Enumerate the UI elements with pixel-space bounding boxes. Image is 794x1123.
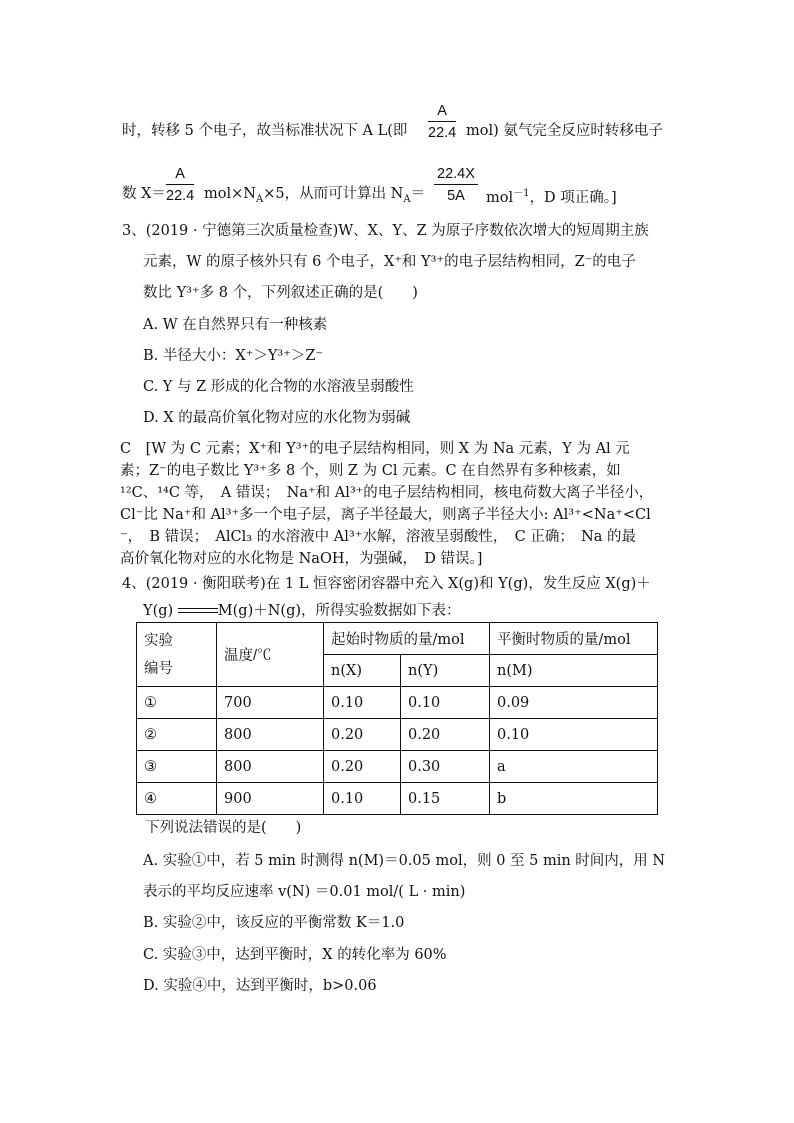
table-row [137, 751, 658, 783]
table-cell: ① [137, 687, 217, 719]
q4-option-d: D. 实验④中，达到平衡时，b>0.06 [143, 978, 377, 994]
q3-stem-line3: 数比 Y³⁺多 8 个，下列叙述正确的是( ) [143, 285, 418, 301]
q3-option-d: D. X 的最高价氧化物对应的水化物为弱碱 [143, 410, 411, 426]
q3-answer-line3: ¹²C、¹⁴C 等， A 错误； Na⁺和 Al³⁺的电子层结构相同，核电荷数大离子半径小， [120, 485, 654, 501]
prev-explanation-line2-end [486, 184, 617, 208]
q3-answer-line2: 素；Z⁻的电子数比 Y³⁺多 8 个，则 Z 为 Cl 元素。C 在自然界有多种核素，如 [120, 463, 621, 479]
prev-explanation-line2 [122, 184, 166, 204]
text-segment: mol) 氨气完全反应时转移电子 [466, 123, 663, 139]
table-cell: a [490, 751, 658, 783]
table-cell: 0.10 [324, 687, 401, 719]
prev-explanation-line1 [122, 121, 407, 141]
fraction-numerator: A [428, 103, 456, 122]
table-cell: 0.30 [401, 751, 490, 783]
q3-answer-line4: Cl⁻比 Na⁺和 Al³⁺多一个电子层，离子半径最大，则离子半径大小: Al³⁺<Na⁺<Cl [120, 507, 651, 523]
experiment-data-table [136, 622, 658, 815]
q3-option-c: C. Y 与 Z 形成的化合物的水溶液呈弱酸性 [143, 379, 414, 395]
q4-option-b: B. 实验②中，该反应的平衡常数 K＝1.0 [143, 915, 405, 931]
subscript: A [255, 193, 264, 205]
q3-stem-line1: 3、(2019 · 宁德第三次质量检查)W、X、Y、Z 为原子序数依次增大的短周期主族 [122, 223, 649, 239]
q4-option-c: C. 实验③中，达到平衡时，X 的转化率为 60% [143, 947, 447, 963]
table-cell: ③ [137, 751, 217, 783]
header-temperature: 温度/℃ [217, 623, 324, 687]
text-segment: mol [486, 189, 514, 206]
table-cell: 700 [217, 687, 324, 719]
table-cell: 800 [217, 719, 324, 751]
table-cell: 0.09 [490, 687, 658, 719]
text-segment: mol×N [204, 186, 256, 202]
subscript: A [403, 193, 411, 205]
table-row [137, 783, 658, 815]
table-cell: 0.10 [401, 687, 490, 719]
text-segment: ＝ [410, 186, 426, 202]
text-segment: Y(g) [143, 603, 174, 619]
table-row [137, 687, 658, 719]
table-cell: 900 [217, 783, 324, 815]
header-experiment-number [137, 623, 217, 687]
table-header-row [137, 623, 658, 655]
fraction-denominator: 22.4 [428, 125, 457, 141]
prev-explanation-line1-end [466, 121, 663, 141]
text-segment: ，D 项正确。] [529, 189, 617, 206]
fraction-denominator: 22.4 [166, 188, 195, 204]
table-cell: b [490, 783, 658, 815]
fraction-numerator: A [166, 166, 194, 185]
header-text: 实验 [144, 632, 173, 649]
equilibrium-arrow-icon [178, 605, 218, 617]
table-cell: ② [137, 719, 217, 751]
q3-option-b: B. 半径大小：X⁺＞Y³⁺＞Z⁻ [143, 348, 324, 364]
table-cell: 0.20 [401, 719, 490, 751]
q4-stem-line2 [143, 601, 461, 621]
text-segment: 时，转移 5 个电子，故当标准状况下 A L(即 [122, 123, 408, 139]
table-cell: 0.10 [324, 783, 401, 815]
q3-stem-line2: 元素，W 的原子核外只有 6 个电子，X⁺和 Y³⁺的电子层结构相同，Z⁻的电子 [143, 254, 636, 270]
table-cell: 0.15 [401, 783, 490, 815]
text-segment: ×5，从而可计算出 N [263, 186, 404, 202]
q4-option-a: A. 实验①中，若 5 min 时测得 n(M)＝0.05 mol，则 0 至 5 min 时间内，用 N [143, 853, 666, 869]
fraction-denominator: 5A [447, 188, 465, 204]
q3-option-a: A. W 在自然界只有一种核素 [143, 317, 328, 333]
header-equilibrium-amount: 平衡时物质的量/mol [490, 623, 658, 655]
header-text: 编号 [144, 660, 173, 677]
header-ny: n(Y) [401, 655, 490, 687]
superscript: －1 [513, 188, 530, 199]
header-initial-amount: 起始时物质的量/mol [324, 623, 490, 655]
fraction-a-over-22-4-second [166, 166, 194, 204]
q4-prompt: 下列说法错误的是( ) [145, 820, 302, 836]
table-cell: 800 [217, 751, 324, 783]
q3-answer-line5: ⁻， B 错误； AlCl₃ 的水溶液中 Al³⁺水解，溶液呈弱酸性， C 正确； Na 的最 [120, 529, 637, 545]
q4-option-a-cont: 表示的平均反应速率 v(N) ＝0.01 mol/( L · min) [143, 884, 466, 900]
table-cell: ④ [137, 783, 217, 815]
fraction-22-4x-over-5a [434, 166, 478, 204]
q3-answer-line6: 高价氧化物对应的水化物是 NaOH，为强碱， D 错误。] [120, 551, 483, 567]
text-segment: 数 X＝ [122, 186, 166, 202]
q3-answer-line1: C [W 为 C 元素；X⁺和 Y³⁺的电子层结构相同，则 X 为 Na 元素，Y 为 Al 元 [120, 441, 630, 457]
table-row [137, 719, 658, 751]
table-cell: 0.10 [490, 719, 658, 751]
table-cell: 0.20 [324, 751, 401, 783]
q4-stem-line1: 4、(2019 · 衡阳联考)在 1 L 恒容密闭容器中充入 X(g)和 Y(g)，发生反应 X(g)＋ [122, 576, 651, 592]
text-segment: M(g)＋N(g)，所得实验数据如下表： [217, 603, 461, 619]
fraction-a-over-22-4 [428, 103, 456, 141]
header-nm: n(M) [490, 655, 658, 687]
header-nx: n(X) [324, 655, 401, 687]
fraction-numerator: 22.4X [434, 166, 478, 185]
prev-explanation-line2-mid [204, 184, 425, 210]
table-cell: 0.20 [324, 719, 401, 751]
